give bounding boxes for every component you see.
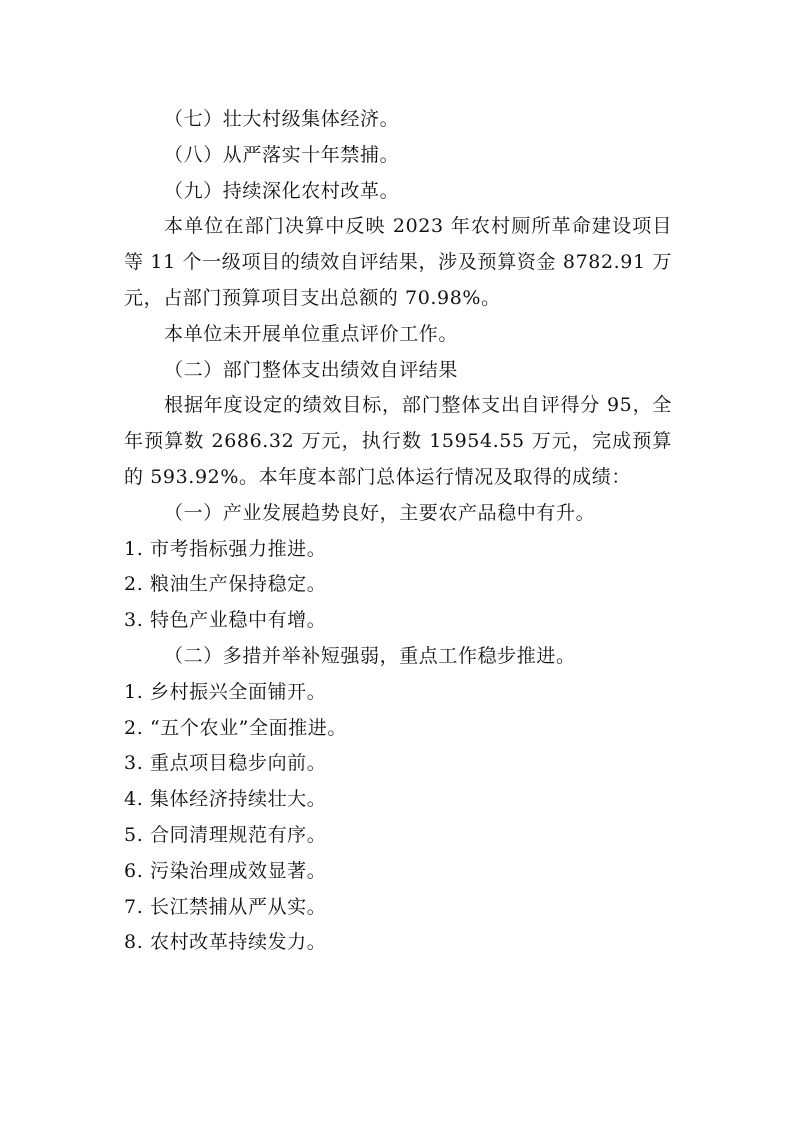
paragraph-no-key-evaluation: 本单位未开展单位重点评价工作。 (164, 322, 459, 345)
section-line-7: （七）壮大村级集体经济。 (164, 108, 400, 130)
list-item: 8. 农村改革持续发力。 (124, 931, 327, 954)
section-heading-industry: （一）产业发展趋势良好，主要农产品稳中有升。 (164, 501, 596, 524)
section-line-8: （八）从严落实十年禁捕。 (164, 143, 400, 166)
list-item: 2. 粮油生产保持稳定。 (124, 573, 327, 596)
section-heading-key-work: （二）多措并举补短强弱，重点工作稳步推进。 (164, 644, 576, 667)
paragraph-project-evaluation: 本单位在部门决算中反映 2023 年农村厕所革命建设项目等 11 个一级项目的绩效自评结果，涉及预算资金 8782.91 万元，占部门预算项目支出总额的 70.98%。 (124, 215, 672, 309)
list-item: 1. 市考指标强力推进。 (124, 537, 327, 560)
list-item: 3. 重点项目稳步向前。 (124, 752, 327, 775)
list-item: 7. 长江禁捕从严从实。 (124, 895, 327, 918)
section-line-9: （九）持续深化农村改革。 (164, 179, 400, 202)
list-item: 6. 污染治理成效显著。 (124, 859, 327, 882)
list-item: 5. 合同清理规范有序。 (124, 823, 327, 846)
heading-overall-expenditure: （二）部门整体支出绩效自评结果 (164, 358, 459, 381)
list-item: 4. 集体经济持续壮大。 (124, 788, 327, 811)
paragraph-overall-score: 根据年度设定的绩效目标，部门整体支出自评得分 95，全年预算数 2686.32 万元，执行数 15954.55 万元，完成预算的 593.92%。本年度本部门总体运行情况及取得的成绩： (124, 394, 672, 488)
list-item: 2. “五个农业”全面推进。 (124, 716, 347, 739)
list-item: 1. 乡村振兴全面铺开。 (124, 680, 327, 703)
document-body (124, 102, 672, 961)
list-item: 3. 特色产业稳中有增。 (124, 609, 327, 632)
